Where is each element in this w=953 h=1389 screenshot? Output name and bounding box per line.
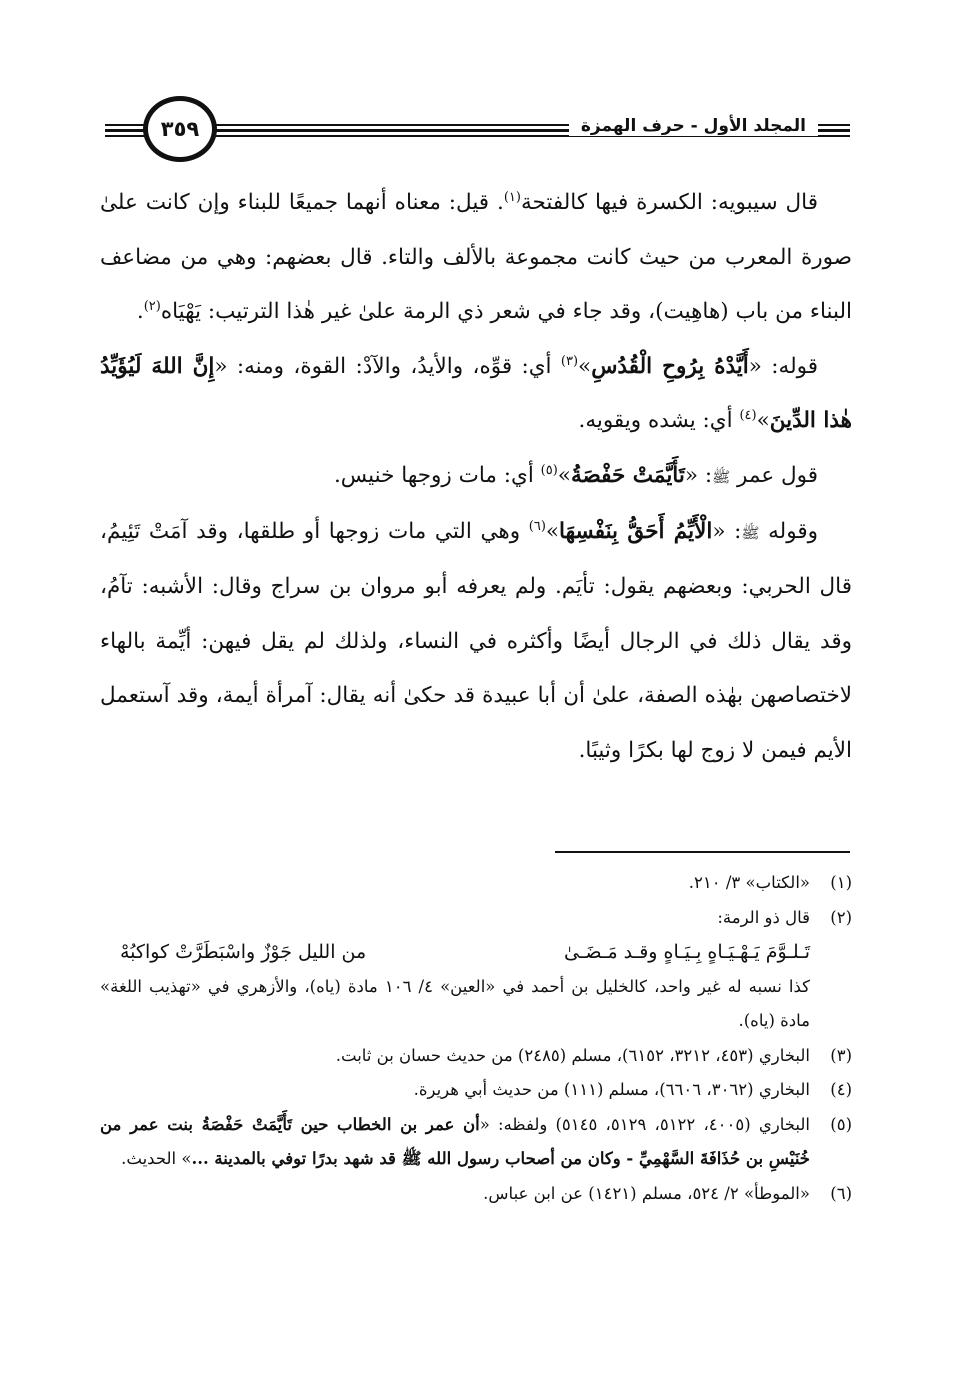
footnote-number: (٢) bbox=[830, 907, 852, 927]
footnotes bbox=[100, 866, 852, 1211]
footnote-number: (٥) bbox=[830, 1114, 852, 1134]
footnote-text: «الكتاب» ٣/ ٢١٠. bbox=[688, 873, 810, 892]
honorific-glyph: ﷺ bbox=[712, 467, 731, 486]
footnote-item bbox=[100, 1073, 852, 1108]
footnote-text: البخاري (٤٠٠٥، ٥١٢٢، ٥١٢٩، ٥١٤٥) ولفظه: « bbox=[479, 1114, 810, 1134]
footnote-text: كذا نسبه له غير واحد، كالخليل بن أحمد في «العين» ٤/ ١٠٦ مادة (ياه)، والأزهري في «تهذيب اللغة» مادة (ياه). bbox=[100, 976, 810, 1030]
poetry-verse bbox=[100, 935, 810, 970]
footnote-number: (٣) bbox=[830, 1045, 852, 1065]
text-run: وهي التي مات زوجها أو طلقها، وقد آمَتْ تَئِيمُ، قال الحربي: وبعضهم يقول: تأيَم. ولم يعرفه أبو مروان بن سراج وقال: الأشبه: تآمُ، وقد يقال ذلك في الرجال أيضًا وأكثره في النساء، ولذلك لم يقل فيهن: أيِّمة بالهاء لاختصاصهن بهٰذه الصفة، علىٰ أن أبا عبيدة قد حكىٰ أنه يقال: آمرأة أيمة، وقد آستعمل الأيم فيمن لا زوج لها بكرًا وثيبًا. bbox=[100, 518, 852, 763]
footnote-number: (٤) bbox=[830, 1080, 852, 1099]
footnote-number: (٦) bbox=[830, 1183, 852, 1203]
paragraph bbox=[100, 340, 852, 449]
paragraph bbox=[100, 176, 852, 340]
hadith-quote: تَأَيَّمَتْ حَفْصَةُ bbox=[570, 462, 685, 488]
footnote-text: قال ذو الرمة: bbox=[717, 907, 810, 927]
page-number-circle bbox=[143, 96, 217, 162]
footnote-ref: (١) bbox=[503, 189, 521, 205]
footnote-ref: (٥) bbox=[540, 462, 558, 478]
footnote-ref: (٦) bbox=[528, 518, 546, 534]
footnote-ref: (٣) bbox=[560, 353, 579, 369]
text-run: قوله: « bbox=[748, 353, 819, 379]
footnote-item bbox=[100, 901, 852, 1039]
footnote-number: (١) bbox=[830, 873, 852, 892]
text-run: » bbox=[557, 462, 571, 488]
text-run: : « bbox=[684, 462, 713, 488]
paragraph bbox=[100, 449, 852, 505]
text-run: : « bbox=[712, 518, 742, 544]
footnote-item bbox=[100, 866, 852, 901]
hadith-quote: أن عمر بن الخطاب حين تَأَيَّمَتْ حَفْصَةُ بنت عمر من خُنَيْسِ بن حُذَافَةَ السَّهْمِيِّ - وكان من أصحاب رسول الله ﷺ قد شهد بدرًا توفي بالمدينة ... bbox=[100, 1114, 810, 1168]
paragraph bbox=[100, 505, 852, 779]
verse-second-hemistich: من الليل جَوْزٌ واسْبَطَرَّتْ كواكبُهْ bbox=[120, 941, 367, 963]
honorific-glyph: ﷺ bbox=[741, 523, 760, 542]
footnote-item bbox=[100, 1108, 852, 1177]
footnote-ref: (٤) bbox=[739, 408, 757, 424]
text-run: أي: يشده ويقويه. bbox=[578, 408, 740, 434]
footnote-ref: (٢) bbox=[143, 299, 161, 315]
main-text bbox=[100, 176, 852, 779]
footnote-text: «الموطأ» ٢/ ٥٢٤، مسلم (١٤٢١) عن ابن عباس. bbox=[483, 1183, 810, 1203]
footnote-text: البخاري (٣٠٦٢، ٦٦٠٦)، مسلم (١١١) من حديث أبي هريرة. bbox=[413, 1080, 810, 1099]
hadith-quote: إِنَّ اللهَ لَيُؤَيِّدُ هٰذا الدِّينَ bbox=[100, 353, 852, 434]
text-run: . قيل: معناه أنهما جميعًا للبناء وإن كانت علىٰ صورة المعرب من حيث كانت مجموعة بالألف والتاء. قال بعضهم: وهي من مضاعف البناء من باب (هاهِيت)، وقد جاء في شعر ذي الرمة علىٰ غير هٰذا الترتيب: يَهْيَاه bbox=[100, 190, 852, 325]
hadith-quote: الْأَيِّمُ أَحَقُّ بِنَفْسِهَا bbox=[559, 518, 713, 544]
footnote-text: البخاري (٤٥٣، ٣٢١٢، ٦١٥٢)، مسلم (٢٤٨٥) من حديث حسان بن ثابت. bbox=[335, 1045, 810, 1065]
footnote-item bbox=[100, 1177, 852, 1212]
page-header bbox=[105, 96, 850, 160]
text-run: . bbox=[136, 299, 144, 325]
text-run: أي: قوِّه، والأيدُ، والآدْ: القوة، ومنه: « bbox=[214, 353, 561, 379]
footnote-text: » الحديث. bbox=[121, 1149, 192, 1168]
text-run: » bbox=[756, 408, 770, 434]
text-run: وقوله bbox=[759, 518, 818, 544]
running-title: المجلد الأول - حرف الهمزة bbox=[569, 116, 818, 136]
text-run: » bbox=[578, 353, 592, 379]
verse-first-hemistich: تَـلـوَّمَ يَـهْـيَـاهٍ بِـيَـاهٍ وقـد مَـضَـىٰ bbox=[564, 941, 810, 963]
footnote-item bbox=[100, 1039, 852, 1074]
footnote-separator bbox=[555, 851, 850, 853]
text-run: قال سيبويه: الكسرة فيها كالفتحة bbox=[520, 190, 818, 215]
text-run: » bbox=[545, 518, 560, 544]
page-number: ٣٥٩ bbox=[160, 117, 200, 141]
text-run: أي: مات زوجها خنيس. bbox=[333, 462, 541, 488]
hadith-quote: أَيَّدْهُ بِرُوحِ الْقُدُسِ bbox=[591, 353, 749, 379]
text-run: قول عمر bbox=[730, 462, 818, 488]
